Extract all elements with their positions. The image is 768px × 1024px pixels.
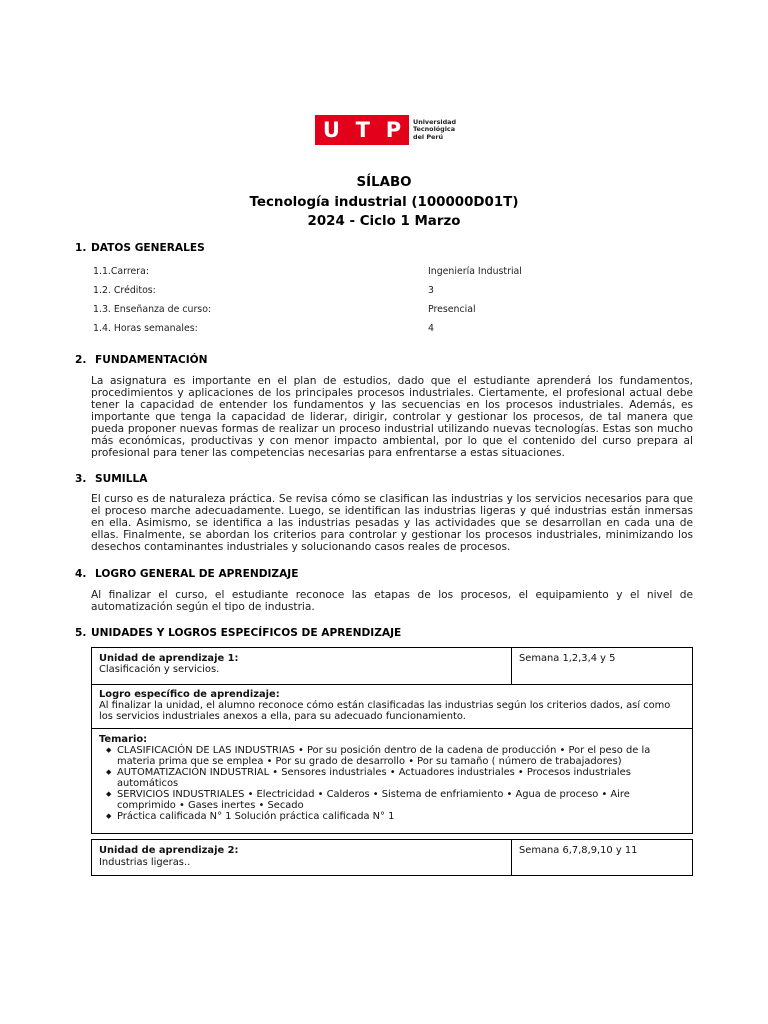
section-fundamentacion-heading	[75, 354, 208, 366]
sumilla-text: El curso es de naturaleza práctica. Se revisa cómo se clasifican las industrias y los servicios necesarios para que el proceso marche adecuadamente. Luego, se identifican las industrias ligeras y qué industrias están inmersas en ella. Asimismo, se identifica a las industrias pesadas y las actividades que se desarrollan en cada una de ellas. Finalmente, se abordan los criterios para controlar y gestionar los procesos industriales, minimizando los desechos contaminantes industriales y solucionando casos reales de procesos.	[91, 493, 693, 553]
document-title	[0, 173, 768, 232]
temario-item: ◆ CLASIFICACIÓN DE LAS INDUSTRIAS • Por su posición dentro de la cadena de producción • Por el peso de la materia prima que se emplea • Por su grado de desarrollo • Por su tamaño ( número de trabajadores)	[117, 745, 685, 767]
unit-1-temario-row	[92, 729, 692, 833]
section-sumilla-heading	[75, 473, 147, 485]
section-title: DATOS GENERALES	[91, 242, 205, 254]
logo-text-line-1: Universidad	[413, 118, 457, 127]
datos-value: 3	[428, 285, 434, 296]
unit-2-weeks: Semana 6,7,8,9,10 y 11	[519, 845, 638, 856]
unit-1-header-row	[92, 648, 692, 685]
unit-1-logro-text: Al finalizar la unidad, el alumno reconoce cómo están clasificadas las industrias según los criterios dados, así como los servicios industriales anexos a ella, para su adecuado funcionamiento.	[99, 700, 671, 722]
section-number: 2.	[75, 354, 87, 366]
unit-1-title-cell	[92, 648, 512, 684]
section-title: SUMILLA	[95, 473, 148, 485]
datos-value: Ingeniería Industrial	[428, 266, 522, 277]
datos-label: 1.1.Carrera:	[93, 266, 150, 277]
unit-2-name: Industrias ligeras..	[99, 856, 191, 868]
unit-1-temario-label: Temario:	[99, 734, 148, 745]
unit-2-title-cell	[92, 840, 512, 875]
section-title: LOGRO GENERAL DE APRENDIZAJE	[95, 568, 299, 580]
logo-university-name	[413, 119, 456, 141]
unit-1-logro-row	[92, 685, 692, 729]
datos-label: 1.4. Horas semanales:	[93, 323, 198, 334]
datos-label: 1.2. Créditos:	[93, 285, 156, 296]
section-title: UNIDADES Y LOGROS ESPECÍFICOS DE APRENDIZAJE	[91, 627, 402, 639]
title-cycle: 2024 - Ciclo 1 Marzo	[307, 214, 461, 229]
section-datos-generales-heading	[75, 242, 205, 254]
section-number: 3.	[75, 473, 87, 485]
logo-text-line-2: Tecnológica	[413, 125, 456, 134]
datos-value: 4	[428, 323, 434, 334]
unit-2-table	[91, 839, 693, 876]
temario-item: ◆ Práctica calificada N° 1 Solución práctica calificada N° 1	[117, 811, 685, 822]
logro-general-text: Al finalizar el curso, el estudiante reconoce las etapas de los procesos, el equipamiento y el nivel de automatización según el tipo de industria.	[91, 589, 693, 613]
title-silabo: SÍLABO	[356, 175, 412, 190]
temario-item: ◆ SERVICIOS INDUSTRIALES • Electricidad • Calderos • Sistema de enfriamiento • Agua de proceso • Aire comprimido • Gases inertes • Secado	[117, 789, 685, 811]
title-course: Tecnología industrial (100000D01T)	[249, 194, 519, 210]
fundamentacion-text: La asignatura es importante en el plan de estudios, dado que el estudiante aprenderá los fundamentos, procedimientos y aplicaciones de los principales procesos industriales. Ciertamente, el profesional actual debe tener la capacidad de entender los fundamentos y las secuencias en los procesos industriales. Además, es importante que tenga la capacidad de liderar, dirigir, controlar y gestionar los procesos, de tal manera que pueda proponer nuevas formas de realizar un proceso industrial utilizando nuevas tecnologías. Estas son mucho más económicas, productivas y con menor impacto ambiental, por lo que el contenido del curso prepara al profesional para tener las competencias necesarias para enfrentarse a estas situaciones.	[91, 375, 693, 459]
section-title: FUNDAMENTACIÓN	[95, 354, 208, 366]
logo-letter-p: P	[385, 118, 402, 142]
section-number: 5.	[75, 627, 87, 639]
section-number: 1.	[75, 242, 87, 254]
utp-logo	[315, 115, 456, 145]
unit-1-table	[91, 647, 693, 834]
logo-letter-t: T	[355, 118, 370, 142]
logo-letter-u: U	[322, 118, 340, 142]
datos-label: 1.3. Enseñanza de curso:	[93, 304, 212, 315]
temario-item: ◆ AUTOMATIZACIÓN INDUSTRIAL • Sensores industriales • Actuadores industriales • Procesos industriales automáticos	[117, 767, 685, 789]
unit-2-label: Unidad de aprendizaje 2:	[99, 845, 239, 856]
unit-1-temario-list	[99, 745, 685, 822]
logo-text-line-3: del Perú	[413, 132, 444, 141]
unit-1-label: Unidad de aprendizaje 1:	[99, 653, 239, 664]
utp-logo-mark	[315, 115, 409, 145]
unit-1-name: Clasificación y servicios.	[99, 664, 220, 675]
unit-1-weeks: Semana 1,2,3,4 y 5	[519, 653, 616, 664]
section-logro-general-heading	[75, 568, 299, 580]
datos-value: Presencial	[428, 304, 476, 315]
section-number: 4.	[75, 568, 87, 580]
unit-1-logro-label: Logro específico de aprendizaje:	[99, 689, 280, 700]
section-unidades-heading	[75, 627, 401, 639]
